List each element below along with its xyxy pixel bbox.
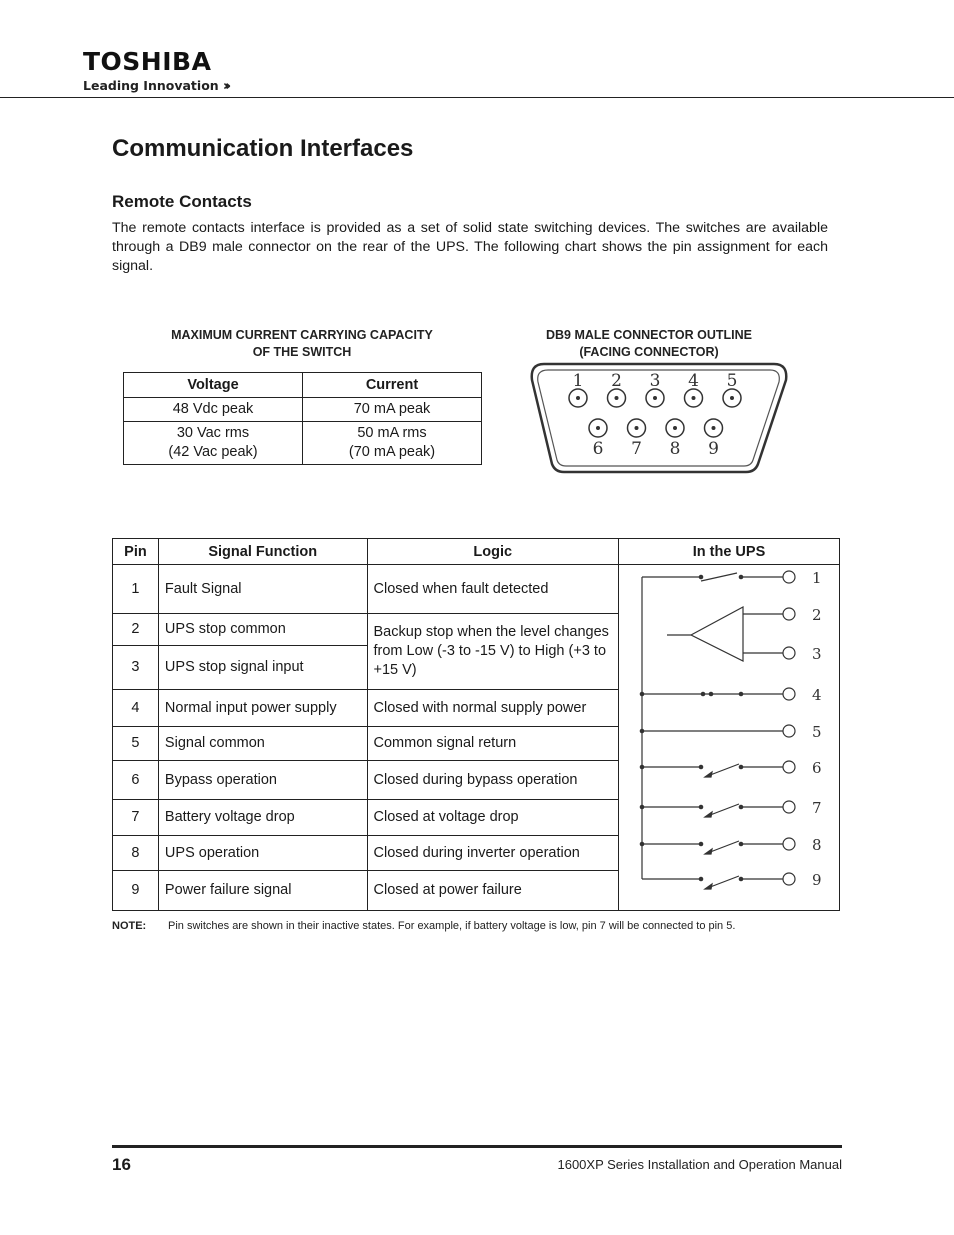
- connector-title-line1: DB9 MALE CONNECTOR OUTLINE: [545, 328, 753, 342]
- signal-function: Signal common: [158, 727, 367, 761]
- page-number: 16: [112, 1155, 131, 1174]
- signal-function: UPS operation: [158, 836, 367, 871]
- logic-text: Closed during inverter operation: [367, 836, 618, 871]
- capacity-table: [123, 372, 482, 465]
- terminal-5: [783, 725, 795, 737]
- pin-label-2: 2: [611, 371, 622, 391]
- header-pin: Pin: [113, 539, 159, 565]
- pin-number: 5: [113, 727, 159, 761]
- amplifier-triangle: [691, 607, 743, 661]
- logic-text: Closed during bypass operation: [367, 761, 618, 800]
- note-text: Pin switches are shown in their inactive states. For example, if battery voltage is low, pin 7 will be connected to pin 5.: [168, 920, 736, 932]
- capacity-voltage-line: (42 Vac peak): [168, 444, 258, 460]
- pin-number: 6: [113, 761, 159, 800]
- pin-label-4: 4: [688, 371, 699, 391]
- terminal-9: [783, 873, 795, 885]
- pin-number: 8: [113, 836, 159, 871]
- terminal-label-8: 8: [812, 836, 822, 854]
- terminal-2: [783, 608, 795, 620]
- signal-function: Normal input power supply: [158, 690, 367, 727]
- logic-text: Closed at voltage drop: [367, 800, 618, 836]
- capacity-title-line2: OF THE SWITCH: [252, 345, 352, 359]
- note-label: NOTE:: [112, 920, 147, 932]
- capacity-current-cell: [303, 422, 482, 465]
- pin-assignment-table: [112, 538, 840, 911]
- capacity-voltage-line: 30 Vac rms: [176, 425, 250, 441]
- ups-circuit-schematic: [619, 565, 839, 904]
- capacity-header-voltage: Voltage: [124, 373, 303, 398]
- logic-text: Common signal return: [367, 727, 618, 761]
- pin-label-7: 7: [631, 439, 642, 459]
- signal-function: Bypass operation: [158, 761, 367, 800]
- logic-text: Closed with normal supply power: [367, 690, 618, 727]
- pin-label-1: 1: [572, 371, 584, 391]
- manual-title: 1600XP Series Installation and Operation Manual: [557, 1157, 842, 1172]
- tagline: [83, 78, 227, 95]
- switch-arrow-8: [705, 849, 712, 854]
- pin-center-3: [653, 396, 657, 400]
- switch-contact-1: [699, 575, 704, 580]
- note: [112, 918, 735, 934]
- terminal-label-5: 5: [812, 723, 822, 741]
- terminal-8: [783, 838, 795, 850]
- switch-contact-6: [699, 765, 704, 770]
- switch-arrow-6: [705, 772, 712, 777]
- pin-label-8: 8: [669, 439, 681, 459]
- pin-center-9: [712, 426, 716, 430]
- switch-contact-4c: [739, 692, 744, 697]
- switch-arrow-7: [705, 812, 712, 817]
- terminal-label-1: 1: [812, 569, 822, 587]
- terminal-label-7: 7: [812, 799, 822, 817]
- pin-number: 1: [113, 565, 159, 614]
- pin-number: 2: [113, 614, 159, 646]
- terminal-label-4: 4: [812, 686, 822, 704]
- pin-center-4: [692, 396, 696, 400]
- capacity-title: [123, 327, 481, 361]
- capacity-current-cell: 70 mA peak: [303, 398, 482, 422]
- terminal-label-3: 3: [812, 645, 822, 663]
- capacity-current-line: 50 mA rms: [357, 425, 427, 441]
- db9-connector-diagram: [526, 360, 792, 478]
- page-title: Communication Interfaces: [112, 135, 414, 162]
- terminal-1: [783, 571, 795, 583]
- pin-center-5: [730, 396, 734, 400]
- switch-contact-9: [699, 877, 704, 882]
- switch-blade-1: [701, 573, 737, 581]
- capacity-header-current: Current: [303, 373, 482, 398]
- connector-title-line2: (FACING CONNECTOR): [579, 345, 719, 359]
- toshiba-logo: TOSHIBA: [83, 47, 212, 76]
- capacity-title-line1: MAXIMUM CURRENT CARRYING CAPACITY: [171, 328, 433, 342]
- chevrons-icon: ›››: [223, 79, 228, 94]
- pin-number: 3: [113, 646, 159, 690]
- terminal-3: [783, 647, 795, 659]
- pin-number: 4: [113, 690, 159, 727]
- pin-label-5: 5: [726, 371, 738, 391]
- pin-number: 7: [113, 800, 159, 836]
- pin-center-8: [673, 426, 677, 430]
- switch-contact-7: [699, 805, 704, 810]
- section-title: Remote Contacts: [112, 192, 252, 211]
- terminal-7: [783, 801, 795, 813]
- logic-text: Backup stop when the level changes from Low (-3 to -15 V) to High (+3 to +15 V): [367, 614, 618, 690]
- capacity-voltage-cell: [124, 422, 303, 465]
- pin-center-7: [635, 426, 639, 430]
- header-signal-function: Signal Function: [158, 539, 367, 565]
- capacity-current-line: (70 mA peak): [348, 444, 436, 460]
- switch-contact-4b: [709, 692, 714, 697]
- footer-divider: [112, 1145, 842, 1148]
- terminal-label-6: 6: [812, 759, 822, 777]
- terminal-4: [783, 688, 795, 700]
- logic-text: Closed at power failure: [367, 871, 618, 911]
- tagline-text: Leading Innovation: [83, 78, 219, 93]
- terminal-label-2: 2: [812, 606, 822, 624]
- logic-text: Closed when fault detected: [367, 565, 618, 614]
- pin-label-3: 3: [649, 371, 661, 391]
- signal-function: UPS stop common: [158, 614, 367, 646]
- pin-label-9: 9: [708, 439, 719, 459]
- switch-contact-4: [701, 692, 706, 697]
- header-in-the-ups: In the UPS: [619, 539, 840, 565]
- pin-center-1: [576, 396, 580, 400]
- pin-label-6: 6: [592, 439, 604, 459]
- pin-center-2: [615, 396, 619, 400]
- switch-contact-8: [699, 842, 704, 847]
- switch-arrow-9: [705, 884, 712, 889]
- signal-function: Power failure signal: [158, 871, 367, 911]
- signal-function: Fault Signal: [158, 565, 367, 614]
- intro-paragraph: The remote contacts interface is provided as a set of solid state switching devices. The switches are available through a DB9 male connector on the rear of the UPS. The following chart shows the pin assignment for each signal.: [112, 220, 828, 275]
- signal-function: Battery voltage drop: [158, 800, 367, 836]
- connector-title: [519, 327, 779, 361]
- terminal-6: [783, 761, 795, 773]
- table-row: [113, 565, 840, 614]
- signal-function: UPS stop signal input: [158, 646, 367, 690]
- terminal-label-9: 9: [812, 871, 822, 889]
- capacity-voltage-cell: 48 Vdc peak: [124, 398, 303, 422]
- header-divider: [0, 97, 954, 98]
- ups-schematic-cell: [619, 565, 840, 911]
- pin-center-6: [596, 426, 600, 430]
- header-logic: Logic: [367, 539, 618, 565]
- pin-number: 9: [113, 871, 159, 911]
